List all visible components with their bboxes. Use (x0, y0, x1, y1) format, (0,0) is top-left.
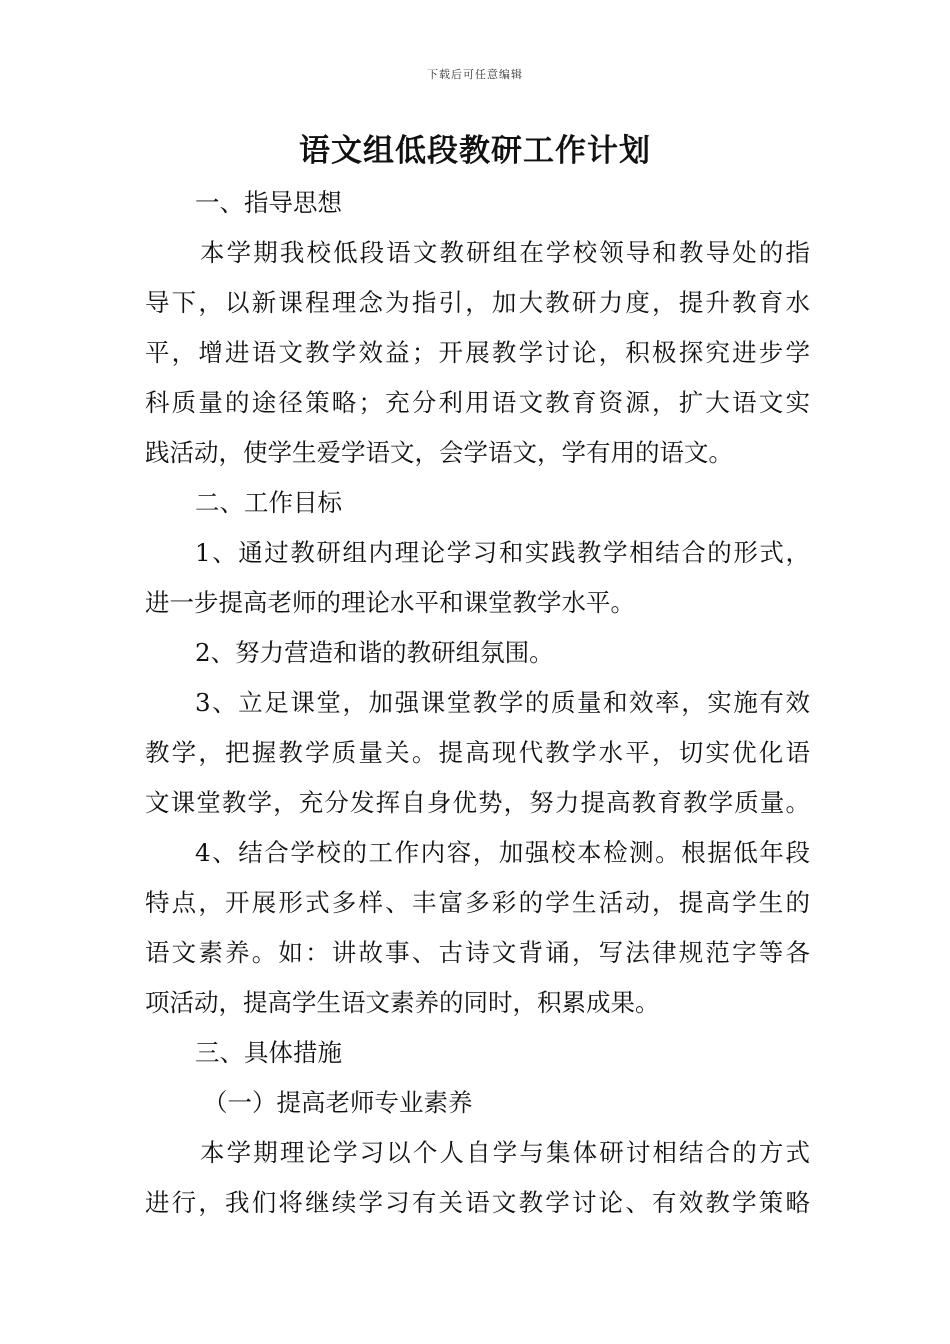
paragraph-line: 3、立足课堂，加强课堂教学的质量和效率，实施有效 (195, 688, 810, 717)
paragraph-line: 语文素养。如：讲故事、古诗文背诵，写法律规范字等各 (145, 938, 810, 967)
section-heading-work-goals: 二、工作目标 (195, 488, 342, 517)
document-title: 语文组低段教研工作计划 (299, 133, 651, 169)
paragraph-line: 科质量的途径策略；充分利用语文教育资源，扩大语文实 (145, 388, 810, 417)
section-heading-measures: 三、具体措施 (195, 1038, 342, 1067)
paragraph-line: 教学，把握教学质量关。提高现代教学水平，切实优化语 (145, 738, 810, 767)
paragraph-line: 1、通过教研组内理论学习和实践教学相结合的形式， (195, 538, 810, 567)
paragraph-line: 2、努力营造和谐的教研组氛围。 (195, 638, 554, 667)
header-note: 下载后可任意编辑 (427, 68, 523, 81)
paragraph-line: 4、结合学校的工作内容，加强校本检测。根据低年段 (195, 838, 810, 867)
paragraph-line: 本学期我校低段语文教研组在学校领导和教导处的指 (200, 238, 810, 267)
paragraph-line: 进一步提高老师的理论水平和课堂教学水平。 (145, 588, 635, 617)
subsection-heading: （一）提高老师专业素养 (203, 1088, 473, 1117)
section-heading-guiding-thought: 一、指导思想 (195, 188, 342, 217)
paragraph-line: 进行，我们将继续学习有关语文教学讨论、有效教学策略 (145, 1188, 810, 1217)
paragraph-line: 项活动，提高学生语文素养的同时，积累成果。 (145, 988, 660, 1017)
paragraph-line: 特点，开展形式多样、丰富多彩的学生活动，提高学生的 (145, 888, 810, 917)
document-body (145, 178, 810, 1228)
paragraph-line: 文课堂教学，充分发挥自身优势，努力提高教育教学质量。 (145, 788, 810, 817)
paragraph-line: 导下，以新课程理念为指引，加大教研力度，提升教育水 (145, 288, 810, 317)
paragraph-line: 平，增进语文教学效益；开展教学讨论，积极探究进步学 (145, 338, 810, 367)
paragraph-line: 本学期理论学习以个人自学与集体研讨相结合的方式 (200, 1138, 810, 1167)
paragraph-line: 践活动，使学生爱学语文，会学语文，学有用的语文。 (145, 438, 733, 467)
